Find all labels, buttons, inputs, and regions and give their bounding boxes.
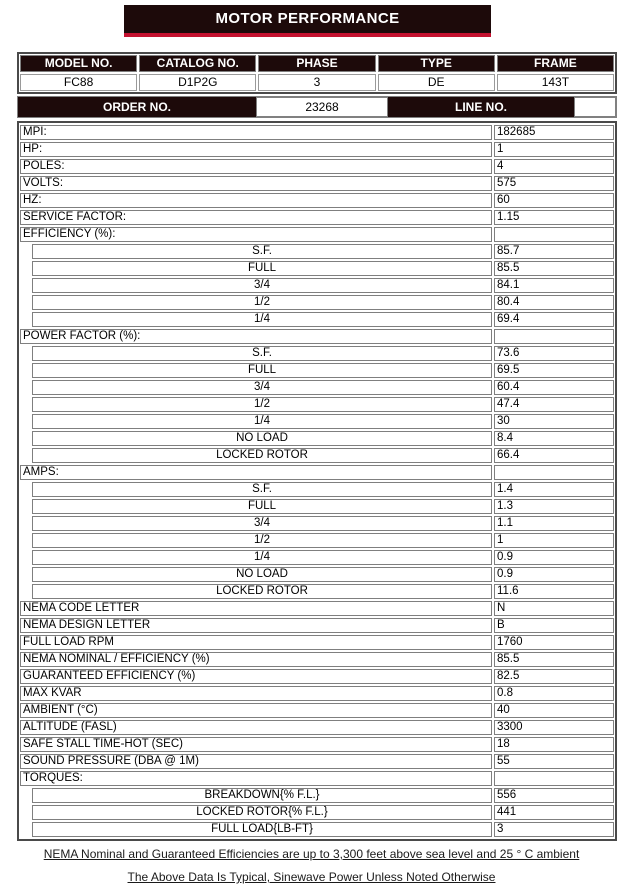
row-value: 1 [494, 533, 614, 548]
line-no-value [574, 97, 616, 117]
row-value: 0.9 [494, 567, 614, 582]
table-row [20, 227, 614, 242]
line-no-label: LINE NO. [454, 100, 507, 114]
row-value: 11.6 [494, 584, 614, 599]
row-value: 66.4 [494, 448, 614, 463]
table-row [20, 669, 614, 684]
table-row [20, 754, 614, 769]
row-label: FULL [32, 261, 492, 276]
row-label: 1/4 [32, 550, 492, 565]
id-column-header: MODEL NO. [20, 55, 137, 72]
row-label: NO LOAD [32, 431, 492, 446]
row-label: HP: [20, 142, 492, 157]
row-value: 60.4 [494, 380, 614, 395]
row-value [494, 329, 614, 344]
row-label: 1/4 [32, 312, 492, 327]
table-row [20, 159, 614, 174]
table-row [20, 295, 614, 310]
table-row [20, 346, 614, 361]
row-value [494, 771, 614, 786]
row-value: 1.1 [494, 516, 614, 531]
table-row [20, 448, 614, 463]
table-row [20, 210, 614, 225]
table-row [20, 465, 614, 480]
footnote-typical-data: The Above Data Is Typical, Sinewave Power Unless Noted Otherwise [127, 870, 496, 884]
id-column-header: FRAME [497, 55, 614, 72]
row-value: 69.4 [494, 312, 614, 327]
row-value: 47.4 [494, 397, 614, 412]
table-row [20, 635, 614, 650]
spec-sheet [17, 52, 617, 841]
row-label: 1/2 [32, 533, 492, 548]
row-label: 1/2 [32, 295, 492, 310]
table-row [20, 397, 614, 412]
id-value-row [20, 74, 614, 91]
row-value [494, 227, 614, 242]
table-row [20, 720, 614, 735]
row-label: FULL LOAD{LB-FT} [32, 822, 492, 837]
table-row [20, 618, 614, 633]
id-value-cell: 3 [258, 74, 375, 91]
table-row [20, 703, 614, 718]
row-label: NO LOAD [32, 567, 492, 582]
id-table [17, 52, 617, 94]
row-label: ALTITUDE (FASL) [20, 720, 492, 735]
table-row [20, 482, 614, 497]
footnotes [0, 838, 623, 884]
table-row [20, 601, 614, 616]
row-label: MPI: [20, 125, 492, 140]
table-row [20, 414, 614, 429]
row-value: 40 [494, 703, 614, 718]
row-value: 84.1 [494, 278, 614, 293]
table-row [20, 244, 614, 259]
row-label: NEMA CODE LETTER [20, 601, 492, 616]
row-label: 1/2 [32, 397, 492, 412]
row-value: 30 [494, 414, 614, 429]
order-no-label: ORDER NO. [102, 100, 171, 114]
row-label: S.F. [32, 346, 492, 361]
row-label: LOCKED ROTOR [32, 584, 492, 599]
row-label: FULL [32, 499, 492, 514]
row-label: 1/4 [32, 414, 492, 429]
row-value: B [494, 618, 614, 633]
table-row [20, 312, 614, 327]
row-value: 85.5 [494, 261, 614, 276]
row-label: S.F. [32, 482, 492, 497]
row-value: 85.5 [494, 652, 614, 667]
row-value: 82.5 [494, 669, 614, 684]
id-value-cell: 143T [497, 74, 614, 91]
row-value: 0.8 [494, 686, 614, 701]
table-row [20, 533, 614, 548]
row-label: POLES: [20, 159, 492, 174]
table-row [20, 329, 614, 344]
row-value: 18 [494, 737, 614, 752]
row-label: SERVICE FACTOR: [20, 210, 492, 225]
footnote-efficiency-conditions: NEMA Nominal and Guaranteed Efficiencies are up to 3,300 feet above sea level and 25 ° C ambient [43, 847, 580, 861]
row-label: TORQUES: [20, 771, 492, 786]
row-value: 73.6 [494, 346, 614, 361]
table-row [20, 805, 614, 820]
row-label: LOCKED ROTOR{% F.L.} [32, 805, 492, 820]
row-label: 3/4 [32, 278, 492, 293]
id-column-header: PHASE [258, 55, 375, 72]
id-value-cell: D1P2G [139, 74, 256, 91]
table-row [20, 380, 614, 395]
row-value: 60 [494, 193, 614, 208]
row-value: 182685 [494, 125, 614, 140]
row-value: 3 [494, 822, 614, 837]
table-row [20, 737, 614, 752]
id-column-header: TYPE [378, 55, 495, 72]
table-row [20, 142, 614, 157]
row-label: FULL LOAD RPM [20, 635, 492, 650]
table-row [20, 278, 614, 293]
id-header-row [20, 55, 614, 72]
table-row [20, 652, 614, 667]
row-label: 3/4 [32, 516, 492, 531]
row-value: 0.9 [494, 550, 614, 565]
row-label: SAFE STALL TIME-HOT (SEC) [20, 737, 492, 752]
id-value-cell: DE [378, 74, 495, 91]
row-value: 80.4 [494, 295, 614, 310]
row-label: EFFICIENCY (%): [20, 227, 492, 242]
row-label: 3/4 [32, 380, 492, 395]
table-row [20, 431, 614, 446]
row-label: AMPS: [20, 465, 492, 480]
row-value: 1.4 [494, 482, 614, 497]
row-label: HZ: [20, 193, 492, 208]
row-value: 85.7 [494, 244, 614, 259]
table-row [20, 550, 614, 565]
performance-table [17, 121, 617, 841]
table-row [20, 584, 614, 599]
table-row [20, 499, 614, 514]
row-value: 4 [494, 159, 614, 174]
row-value: 55 [494, 754, 614, 769]
table-row [20, 176, 614, 191]
table-row [20, 788, 614, 803]
row-label: LOCKED ROTOR [32, 448, 492, 463]
row-label: POWER FACTOR (%): [20, 329, 492, 344]
row-value: 8.4 [494, 431, 614, 446]
order-no-value: 23268 [256, 97, 388, 117]
row-value: 441 [494, 805, 614, 820]
row-value: 556 [494, 788, 614, 803]
row-label: NEMA NOMINAL / EFFICIENCY (%) [20, 652, 492, 667]
table-row [20, 363, 614, 378]
row-label: SOUND PRESSURE (DBA @ 1M) [20, 754, 492, 769]
row-value: 1.15 [494, 210, 614, 225]
page-title: MOTOR PERFORMANCE [124, 5, 491, 37]
order-line-row [17, 96, 617, 118]
row-label: S.F. [32, 244, 492, 259]
table-row [20, 261, 614, 276]
row-label: VOLTS: [20, 176, 492, 191]
table-row [20, 567, 614, 582]
row-label: BREAKDOWN{% F.L.} [32, 788, 492, 803]
row-value: 1760 [494, 635, 614, 650]
row-value [494, 465, 614, 480]
row-value: 575 [494, 176, 614, 191]
table-row [20, 125, 614, 140]
row-value: 69.5 [494, 363, 614, 378]
row-value: 1.3 [494, 499, 614, 514]
table-row [20, 771, 614, 786]
row-label: FULL [32, 363, 492, 378]
id-value-cell: FC88 [20, 74, 137, 91]
row-label: NEMA DESIGN LETTER [20, 618, 492, 633]
table-row [20, 822, 614, 837]
table-row [20, 516, 614, 531]
row-value: 1 [494, 142, 614, 157]
id-column-header: CATALOG NO. [139, 55, 256, 72]
table-row [20, 193, 614, 208]
row-value: N [494, 601, 614, 616]
row-label: GUARANTEED EFFICIENCY (%) [20, 669, 492, 684]
row-value: 3300 [494, 720, 614, 735]
row-label: AMBIENT (°C) [20, 703, 492, 718]
row-label: MAX KVAR [20, 686, 492, 701]
table-row [20, 686, 614, 701]
